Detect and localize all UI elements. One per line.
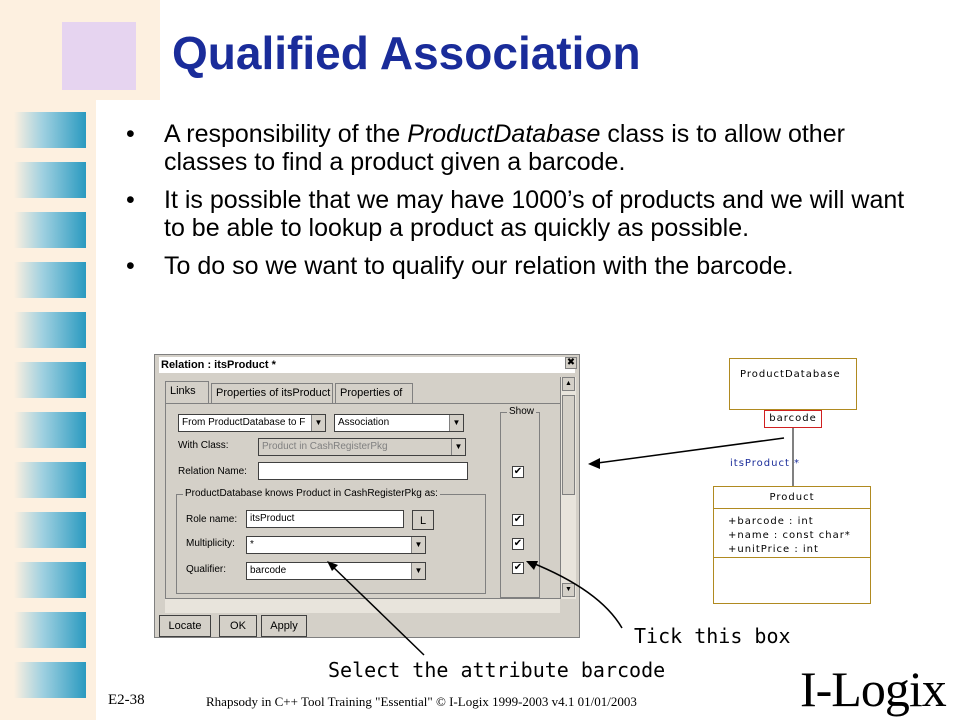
role-group-title: ProductDatabase knows Product in CashRegisterPkg as: [185,488,438,499]
tab-links[interactable]: Links [165,381,209,403]
bullet-text: To do so we want to qualify our relation with the barcode. [164,252,794,280]
tab-properties-of[interactable]: Properties of [335,383,413,403]
chevron-down-icon: ▼ [451,439,465,455]
multiplicity-value: * [250,539,254,550]
show-qualifier-checkbox[interactable]: ✔ [513,562,523,573]
arrow-head [588,458,600,469]
ok-button[interactable]: OK [219,615,257,637]
footer-text: Rhapsody in C++ Tool Training "Essential" © I-Logix 1999-2003 v4.1 01/01/2003 [206,694,637,709]
pointer-arrow-1 [590,438,784,464]
relation-name-label: Relation Name: [178,466,247,477]
show-label: Show [509,406,535,417]
locate-button[interactable]: Locate [159,615,211,637]
show-relation-name-checkbox[interactable]: ✔ [513,466,523,477]
qualifier-value: barcode [250,565,287,576]
bullet-dot: • [126,252,135,280]
annotation-select: Select the attribute barcode [328,658,666,682]
kind-value: Association [338,417,390,428]
dialog-title: Relation : itsProduct * [159,357,575,373]
show-multiplicity-checkbox[interactable]: ✔ [513,538,523,549]
show-role-name-checkbox[interactable]: ✔ [513,514,523,525]
uml-class-name: ProductDatabase [740,369,841,380]
annotation-tick: Tick this box [634,624,791,648]
tab-properties-itsproduct[interactable]: Properties of itsProduct [211,383,333,403]
arrow-head [526,561,538,570]
company-logo: I-Logix [800,661,946,717]
chevron-down-icon[interactable]: ▼ [449,415,463,431]
bullet-text: It is possible that we may have 1000’s of products and we will want to be able to lookup a product as quickly as possible. [164,186,905,242]
apply-button[interactable]: Apply [261,615,307,637]
close-icon[interactable]: ✖ [566,357,576,368]
chevron-down-icon[interactable]: ▼ [311,415,325,431]
uml-attribute: +unitPrice : int [728,544,819,555]
scroll-down-icon[interactable]: ▼ [562,583,575,597]
direction-value: From ProductDatabase to F [182,417,306,428]
bullet-text: class is to allow other classes to find a product given a barcode. [164,120,845,176]
chevron-down-icon[interactable]: ▼ [411,563,425,579]
bullet-dot: • [126,120,135,148]
slide-title: Qualified Association [172,27,641,79]
pointer-arrow-2 [530,562,622,628]
scroll-up-icon[interactable]: ▲ [562,377,575,391]
uml-class-name: Product [769,492,815,503]
slide-code: E2-38 [108,692,145,708]
multiplicity-label: Multiplicity: [186,538,235,549]
uml-attribute: +barcode : int [728,516,814,527]
uml-attribute: +name : const char* [728,530,851,541]
bullet-emphasis: ProductDatabase [407,120,601,148]
uml-qualifier: barcode [769,413,817,424]
chevron-down-icon[interactable]: ▼ [411,537,425,553]
pointer-arrow-3 [330,564,424,655]
role-name-label: Role name: [186,514,238,525]
bullet-dot: • [126,186,135,214]
qualifier-label: Qualifier: [186,564,227,575]
bullet-text: A responsibility of the [164,120,408,148]
with-class-value: Product in CashRegisterPkg [262,441,388,452]
role-name-field[interactable]: itsProduct [246,510,404,528]
role-name-button[interactable]: L [412,510,434,530]
uml-role-name: itsProduct [730,458,790,469]
with-class-label: With Class: [178,440,229,451]
uml-multiplicity: * [794,458,800,469]
